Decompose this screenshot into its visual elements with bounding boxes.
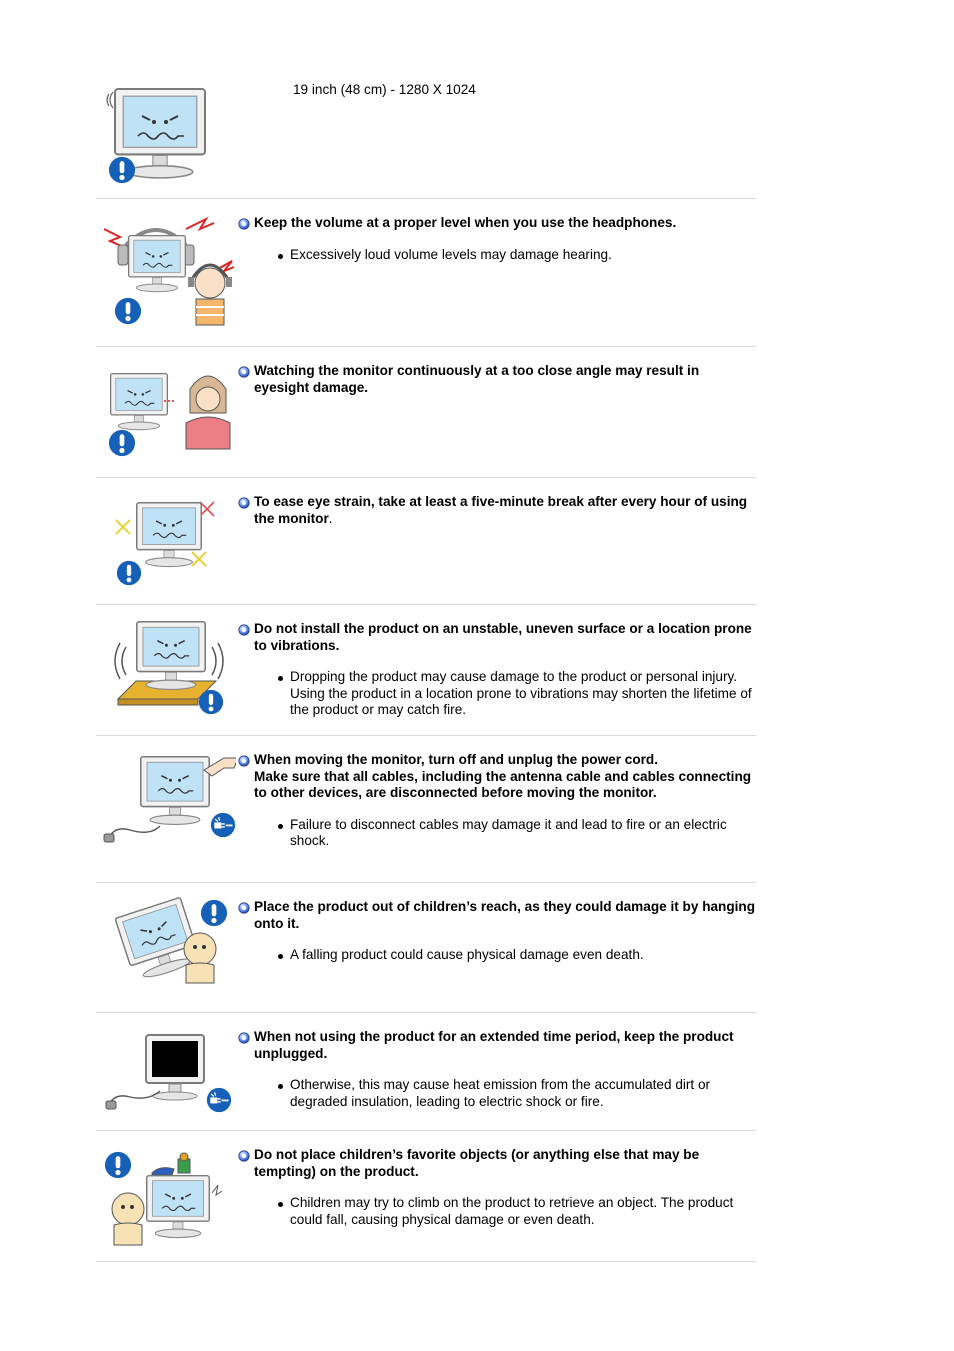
list-item: Children may try to climb on the product to retrieve an object. The product could fall, causing physical damage or even death. bbox=[290, 1195, 756, 1228]
section-heading: When moving the monitor, turn off and unplug the power cord. Make sure that all cables, including the antenna cable and cables connecting to other devices, are disconnected before moving the monitor. bbox=[238, 752, 756, 802]
section-children-reach bbox=[96, 883, 756, 1013]
section-heading: Do not place children’s favorite objects (or anything else that may be tempting) on the product. bbox=[238, 1147, 756, 1180]
list-item: Otherwise, this may cause heat emission from the accumulated dirt or degraded insulation, leading to electric shock or fire. bbox=[290, 1077, 756, 1110]
list-item: Excessively loud volume levels may damage hearing. bbox=[290, 247, 756, 264]
blue-bullet-icon bbox=[238, 497, 250, 509]
section-heading: Watching the monitor continuously at a too close angle may result in eyesight damage. bbox=[238, 363, 756, 396]
blue-bullet-icon bbox=[238, 755, 250, 767]
objects-on-monitor-illustration bbox=[100, 1151, 236, 1251]
blue-bullet-icon bbox=[238, 218, 250, 230]
section-headphone-volume bbox=[96, 199, 756, 347]
section-extended-unplugged bbox=[96, 1013, 756, 1131]
blue-bullet-icon bbox=[238, 902, 250, 914]
unplug-moving-illustration bbox=[100, 750, 236, 850]
child-hanging-illustration bbox=[100, 897, 236, 989]
detail-list bbox=[238, 817, 756, 850]
close-viewing-illustration bbox=[100, 367, 236, 459]
section-heading: Do not install the product on an unstable, uneven surface or a location prone to vibrations. bbox=[238, 621, 756, 654]
blue-bullet-icon bbox=[238, 1150, 250, 1162]
detail-list bbox=[238, 1077, 756, 1110]
blue-bullet-icon bbox=[238, 1032, 250, 1044]
detail-list bbox=[238, 247, 756, 264]
list-item: Failure to disconnect cables may damage it and lead to fire or an electric shock. bbox=[290, 817, 756, 850]
section-resolution bbox=[96, 78, 756, 199]
eye-strain-illustration bbox=[100, 496, 236, 588]
section-tempting-objects bbox=[96, 1131, 756, 1262]
blue-bullet-icon bbox=[238, 366, 250, 378]
list-item: A falling product could cause physical damage even death. bbox=[290, 947, 756, 964]
section-heading: Place the product out of children’s reach, as they could damage it by hanging onto it. bbox=[238, 899, 756, 932]
section-heading: When not using the product for an extended time period, keep the product unplugged. bbox=[238, 1029, 756, 1062]
detail-list bbox=[238, 669, 756, 719]
detail-list bbox=[238, 1195, 756, 1228]
blue-bullet-icon bbox=[238, 624, 250, 636]
unplugged-monitor-illustration bbox=[100, 1031, 236, 1117]
list-item: Dropping the product may cause damage to the product or personal injury. Using the product in a location prone to vibrations may shorten the lifetime of the product or may catch fire. bbox=[290, 669, 756, 719]
monitor-illustration bbox=[100, 84, 236, 188]
section-unstable-surface bbox=[96, 605, 756, 736]
section-break-time bbox=[96, 478, 756, 605]
detail-list bbox=[238, 947, 756, 964]
resolution-text: 19 inch (48 cm) - 1280 X 1024 bbox=[293, 82, 476, 97]
section-heading: Keep the volume at a proper level when you use the headphones. bbox=[238, 215, 756, 232]
section-moving-monitor bbox=[96, 736, 756, 883]
vibration-illustration bbox=[100, 617, 236, 717]
section-close-angle bbox=[96, 347, 756, 478]
section-heading: To ease eye strain, take at least a five-minute break after every hour of using the monitor. bbox=[238, 494, 756, 527]
headphones-illustration bbox=[100, 215, 236, 327]
